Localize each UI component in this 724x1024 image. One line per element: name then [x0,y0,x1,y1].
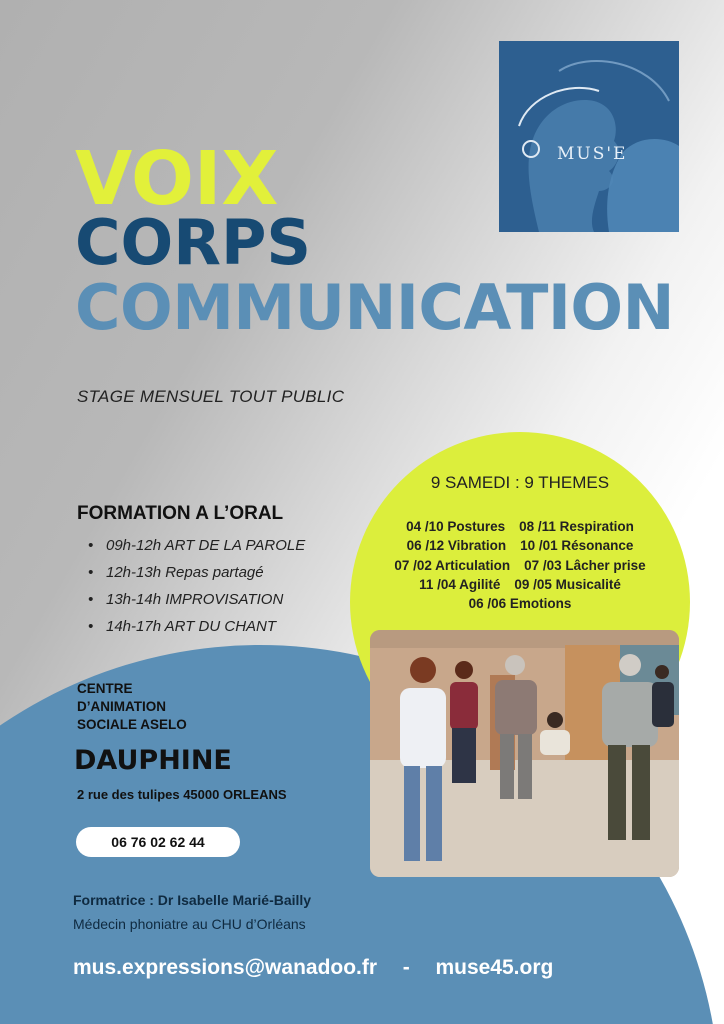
theme-row: 06 /12 Vibration 10 /01 Résonance [406,538,634,554]
email-link[interactable]: mus.expressions@wanadoo.fr [73,956,378,979]
title-communication: COMMUNICATION [75,271,675,344]
schedule-item: • 14h-17h ART DU CHANT [88,618,277,635]
subtitle: STAGE MENSUEL TOUT PUBLIC [77,387,345,406]
venue-block [77,680,187,734]
venue-line: SOCIALE ASELO [77,717,187,732]
logo-text: MUS'E [557,144,628,164]
muse-logo [499,41,679,232]
venue-address: 2 rue des tulipes 45000 ORLEANS [77,787,287,802]
title-corps: CORPS [75,206,312,279]
venue-line: D’ANIMATION [77,699,166,714]
schedule-item: • 13h-14h IMPROVISATION [88,591,284,608]
venue-line: CENTRE [77,681,133,696]
themes-list [350,517,690,613]
bullet-icon: • [88,564,94,581]
contact-line [73,956,553,980]
themes-header: 9 SAMEDI : 9 THEMES [430,473,610,492]
workshop-photo-image [370,630,679,877]
theme-row: 04 /10 Postures 08 /11 Respiration [406,519,634,534]
theme-row: 11 /04 Agilité 09 /05 Musicalité [419,576,621,592]
schedule-item: • 12h-13h Repas partagé [88,564,264,581]
singing-faces-logo-icon [499,41,679,232]
bullet-icon: • [88,618,94,635]
website-link[interactable]: muse45.org [435,956,554,979]
trainer-name: Formatrice : Dr Isabelle Marié-Bailly [73,892,312,908]
venue-name: DAUPHINE [74,745,232,776]
bullet-icon: • [88,537,94,554]
formation-title: FORMATION A L’ORAL [77,503,284,524]
title-voix: VOIX [75,136,279,222]
bullet-icon: • [88,591,94,608]
theme-row: 06 /06 Emotions [468,596,572,612]
workshop-photo [370,630,679,877]
trainer-role: Médecin phoniatre au CHU d’Orléans [73,916,306,932]
contact-separator: - [402,956,410,979]
schedule-item: • 09h-12h ART DE LA PAROLE [88,537,306,554]
phone-number[interactable]: 06 76 02 62 44 [76,827,240,857]
schedule-list [88,536,305,644]
theme-row: 07 /02 Articulation 07 /03 Lâcher prise [394,557,646,573]
